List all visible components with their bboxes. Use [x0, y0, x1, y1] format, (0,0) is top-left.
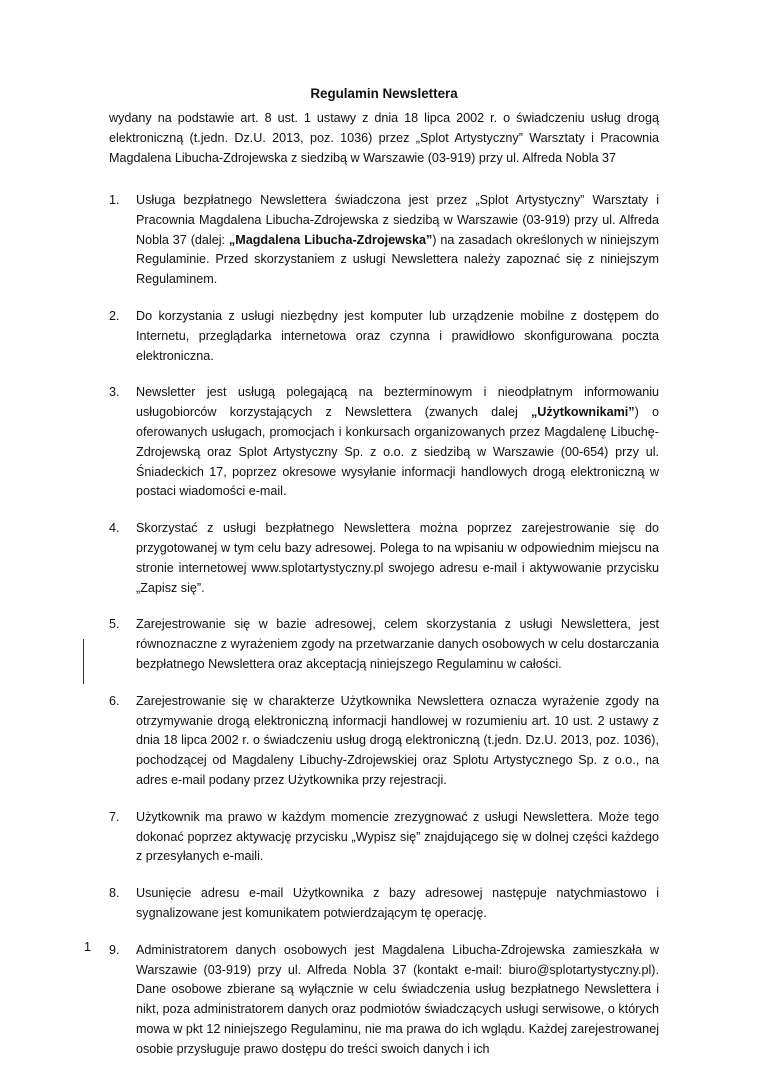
bold-term: „Użytkownikami” [531, 405, 635, 420]
item-text: Usunięcie adresu e-mail Użytkownika z bazy adresowej następuje natychmiastowo i sygnalizowane jest komunikatem potwierdzającym tę operację. [136, 886, 659, 920]
item-text: Administratorem danych osobowych jest Magdalena Libucha-Zdrojewska zamieszkała w Warszawie (03-919) przy ul. Alfreda Nobla 37 (kontakt e-mail: biuro@splotartystyczny.pl). Dane osobowe zbierane są wyłącznie w celu świadczenia usług bezpłatnego Newslettera i nikt, poza administratorem danych oraz podmiotów świadczących usługi serwisowe, o których mowa w pkt 12 niniejszego Regulaminu, nie ma prawa do ich wglądu. Każdej zarejestrowanej osobie przysługuje prawo dostępu do treści swoich danych i ich [136, 942, 659, 1056]
item-text: Newsletter jest usługą polegającą na bezterminowym i nieodpłatnym informowaniu usługobiorców korzystających z Newslettera (zwanych dalej „Użytkownikami”) o oferowanych usługach, promocjach i konkursach organizowanych przez Magdalenę Libuchę-Zdrojewską oraz Splot Artystyczny Sp. z o.o. z siedzibą w Warszawie (00-654) przy ul. Śniadeckich 17, poprzez okresowe wysyłanie informacji handlowych drogą elektroniczną w postaci wiadomości e-mail. [136, 385, 659, 499]
list-item [109, 307, 659, 366]
item-text: Zarejestrowanie się w charakterze Użytkownika Newslettera oznacza wyrażenie zgody na otrzymywanie drogą elektroniczną informacji handlowej w rozumieniu art. 10 ust. 2 ustawy z dnia 18 lipca 2002 r. o świadczeniu usług drogą elektroniczną (t.jedn. Dz.U. 2013, poz. 1036), pochodzącej od Magdaleny Libuchy-Zdrojewskiej oraz Splotu Artystycznego Sp. z o.o., na adres e-mail podany przez Użytkownika przy rejestracji. [136, 693, 659, 787]
item-text: Do korzystania z usługi niezbędny jest komputer lub urządzenie mobilne z dostępem do Internetu, przeglądarka internetowa oraz czynna i prawidłowo skonfigurowana poczta elektroniczna. [136, 308, 659, 363]
item-number: 8. [109, 886, 120, 901]
item-number: 1. [109, 193, 120, 207]
item-number: 4. [109, 521, 120, 536]
list-item [109, 941, 659, 1060]
item-number: 5. [109, 617, 120, 632]
item-text: Usługa bezpłatnego Newslettera świadczona jest przez „Splot Artystyczny” Warsztaty i Pracownia Magdalena Libucha-Zdrojewska z siedzibą w Warszawie (03-919) przy ul. Alfreda Nobla 37 (dalej: „Magdalena Libucha-Zdrojewska”) na zasadach określonych w niniejszym Regulaminie. Przed skorzystaniem z usługi Newslettera należy zapoznać się z niniejszym Regulaminem. [136, 193, 659, 287]
item-number: 6. [109, 693, 120, 708]
list-item [109, 808, 659, 867]
item-text: Zarejestrowanie się w bazie adresowej, celem skorzystania z usługi Newslettera, jest równoznaczne z wyrażeniem zgody na przetwarzanie danych osobowych w celu dostarczania bezpłatnego Newslettera oraz akceptacją niniejszego Regulaminu w całości. [136, 617, 659, 671]
revision-change-bar [83, 639, 84, 684]
list-item [109, 692, 659, 791]
item-number: 7. [109, 809, 120, 824]
page-number: 1 [84, 940, 92, 954]
list-item [109, 884, 659, 924]
regulation-list [109, 191, 659, 1076]
list-item [109, 519, 659, 598]
page-title: Regulamin Newslettera [310, 86, 458, 101]
list-item [109, 615, 659, 674]
item-number: 3. [109, 385, 120, 400]
list-item [109, 383, 659, 502]
item-text: Użytkownik ma prawo w każdym momencie zrezygnować z usługi Newslettera. Może tego dokonać poprzez aktywację przycisku „Wypisz się” znajdującego się w dolnej części każdego z przesyłanych e-maili. [136, 809, 659, 864]
item-number: 9. [109, 942, 120, 957]
item-text: Skorzystać z usługi bezpłatnego Newslettera można poprzez zarejestrowanie się do przygotowanej w tym celu bazy adresowej. Polega to na wpisaniu w odpowiednim miejscu na stronie internetowej www.splotartystyczny.pl swojego adresu e-mail i aktywowanie przycisku „Zapisz się”. [136, 521, 659, 595]
intro-paragraph: wydany na podstawie art. 8 ust. 1 ustawy z dnia 18 lipca 2002 r. o świadczeniu usług drogą elektroniczną (t.jedn. Dz.U. 2013, poz. 1036) przez „Splot Artystyczny” Warsztaty i Pracownia Magdalena Libucha-Zdrojewska z siedzibą w Warszawie (03-919) przy ul. Alfreda Nobla 37 [109, 111, 659, 165]
bold-term: „Magdalena Libucha-Zdrojewska” [228, 232, 433, 247]
item-number: 2. [109, 308, 120, 323]
list-item [109, 191, 659, 290]
